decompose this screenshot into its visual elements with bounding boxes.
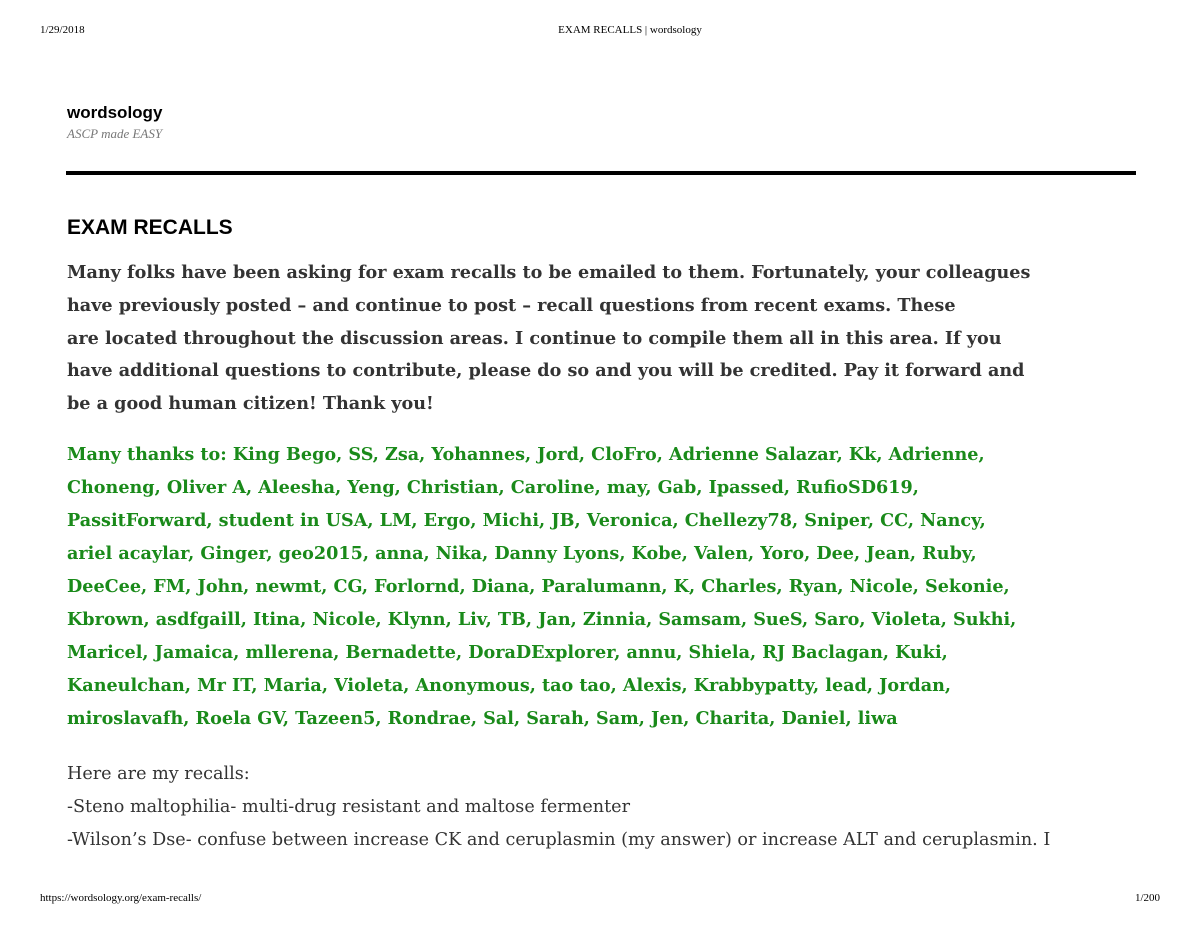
print-header	[0, 24, 1200, 38]
intro-paragraph: Many folks have been asking for exam recalls to be emailed to them. Fortunately, your colleagues have previously posted – and continue to post – recall questions from recent exams. These are located throughout the discussion areas. I continue to compile them all in this area. If you have additional questions to contribute, please do so and you will be credited. Pay it forward and be a good human citizen! Thank you!	[67, 262, 1031, 415]
print-footer	[0, 892, 1200, 906]
page-title: EXAM RECALLS	[67, 216, 233, 239]
site-header	[67, 103, 162, 141]
print-url: https://wordsology.org/exam-recalls/	[40, 892, 202, 904]
print-page-number: 1/200	[1134, 892, 1160, 904]
recall-item: -Wilson’s Dse- confuse between increase CK and ceruplasmin (my answer) or increase ALT and ceruplasmin. I	[67, 829, 1051, 850]
recall-item: -Steno maltophilia- multi-drug resistant and maltose fermenter	[67, 796, 630, 817]
site-title[interactable]: wordsology	[67, 103, 163, 122]
article-content	[67, 257, 1137, 856]
site-tagline: ASCP made EASY	[67, 126, 163, 141]
recalls-section	[67, 758, 1137, 856]
recalls-heading: Here are my recalls:	[67, 763, 250, 784]
print-date: 1/29/2018	[40, 24, 85, 36]
print-page-title: EXAM RECALLS | wordsology	[558, 24, 702, 36]
thanks-paragraph: Many thanks to: King Bego, SS, Zsa, Yohannes, Jord, CloFro, Adrienne Salazar, Kk, Adrienne, Choneng, Oliver A, Aleesha, Yeng, Christian, Caroline, may, Gab, Ipassed, RufioSD619, PassitForward, student in USA, LM, Ergo, Michi, JB, Veronica, Chellezy78, Sniper, CC, Nancy, ariel acaylar, Ginger, geo2015, anna, Nika, Danny Lyons, Kobe, Valen, Yoro, Dee, Jean, Ruby, DeeCee, FM, John, newmt, CG, Forlornd, Diana, Paralumann, K, Charles, Ryan, Nicole, Sekonie, Kbrown, asdfgaill, Itina, Nicole, Klynn, Liv, TB, Jan, Zinnia, Samsam, SueS, Saro, Violeta, Sukhi, Maricel, Jamaica, mllerena, Bernadette, DoraDExplorer, annu, Shiela, RJ Baclagan, Kuki, Kaneulchan, Mr IT, Maria, Violeta, Anonymous, tao tao, Alexis, Krabbypatty, lead, Jordan, miroslavafh, Roela GV, Tazeen5, Rondrae, Sal, Sarah, Sam, Jen, Charita, Daniel, liwa	[67, 443, 1017, 729]
header-divider	[66, 171, 1136, 175]
